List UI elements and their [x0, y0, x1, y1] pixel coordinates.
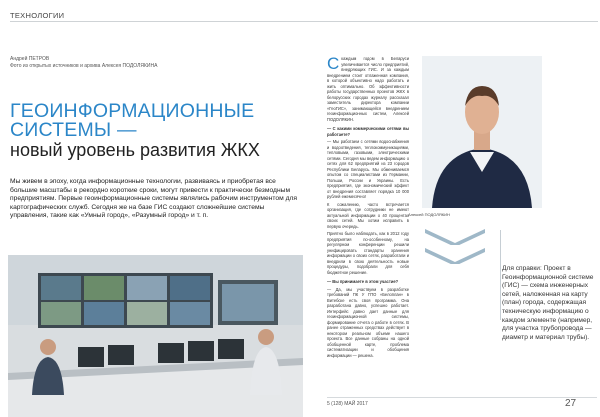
- headline-line2: СИСТЕМЫ —: [10, 119, 137, 141]
- answer-2: — Да, мы участвуем в разработке требований ПК У ГПО «Белоплан» в Витебске есть своя программа. Она разработана давно, успешно работает. Интерфейс давно дает данные для геоинформационной системы, формирование отчета о работе в сетях. В ранее отраженных средствах действует в некотором реальном объеме нашего проекта. Все данные собраны на одной обобщенной карте, проблема систематизации и обобщения информации — решена.: [327, 286, 409, 358]
- byline: [10, 56, 157, 70]
- control-room-photo: [8, 255, 303, 417]
- answer-1: — Мы работаем с сетями водоснабжения и водоотведения, теплокоммуникациями, тепловыми, газовыми, электрическими сетями. Сегодня мы ведем информацию о сетях для 62 предприятий из 23 городов Республики Беларусь. Мы обмениваемся опытом со специалистами из Германии, Польши, России и Украины. Есть предприятия, где экономический эффект от внедрения составляет порядка 10 000 рублей ежемесячно!: [327, 139, 409, 199]
- headline-line3: новый уровень развития ЖКХ: [10, 140, 260, 160]
- question-1: — С какими коммерческими сетями вы работаете?: [327, 126, 409, 137]
- headline-line1: ГЕОИНФОРМАЦИОННЫЕ: [10, 100, 255, 122]
- answer-1b: К сожалению, часто встречается организация, где сотрудники не имеют актуальной информации о 40 процентах своих сетей. Мы хотим исправить в первую очередь.: [327, 201, 409, 229]
- dropcap: С: [327, 54, 340, 73]
- intro-text: каждым годом в Беларуси увеличивается число предприятий, внедряющих ГИС. И за каждым внедрением стоит отлаженная компания, в которой объективно надо работать и жить оптимально. Об эффективности работы государственных проектов ЖКХ в белорусских городах журналу рассказал заместитель директора компании «ГеоГИС», занимающейся внедрением геоинформационных систем, Алексей ПОДОЛЯКИН.: [327, 56, 409, 122]
- footer-divider: [327, 397, 597, 398]
- lead-paragraph: Мы живем в эпоху, когда информационные технологии, развиваясь и приобретая все большие масштабы в рекордно короткие сроки, могут привести к практически безмодным предприятиям. Первые геоинформационные системы являлись рабочим инструментом для картографических служб. Сегодня же на базе ГИС создают сложнейшие системы управления, такие как «Умный город», «Разумный город» и т. п.: [10, 178, 298, 220]
- chevron-down-icon: [425, 248, 485, 264]
- chevron-down-icon: [425, 229, 485, 245]
- section-label: ТЕХНОЛОГИИ: [10, 11, 65, 20]
- sidebar-note: Для справки: Проект в Геоинформационной системе (ГИС) — схема инженерных сетей, наложенная на карту (план) города, содержащая техническую информацию о каждом элементе (например, для участка трубопровода — диаметр и материал трубы).: [502, 265, 594, 341]
- question-2: — Вы принимаете в этом участие?: [327, 279, 399, 284]
- issue-info: 5 (128) МАЙ 2017: [327, 401, 368, 407]
- byline-photo-credit: Фото из открытых источников и архива Алексея ПОДОЛЯКИНА: [10, 63, 158, 69]
- interview-column: [327, 56, 409, 360]
- byline-author: Андрей ПЕТРОВ: [10, 56, 50, 62]
- portrait-photo: [422, 56, 542, 208]
- intro-paragraph: [327, 56, 409, 122]
- portrait-caption: Алексей ПОДОЛЯКИН: [408, 212, 450, 217]
- sidebar-divider: [500, 230, 501, 320]
- answer-1c: Приятно было наблюдать, как в 2012 году предприятия по-особенному, на регулярном конференции решили унифицировать стандарты хранения информации о своих сетях, разработали и внедрили в свою деятельность новые процедуры, подобрали для себя бюджетное решение.: [327, 231, 409, 275]
- section-divider: [10, 21, 598, 22]
- page-number: 27: [565, 398, 577, 409]
